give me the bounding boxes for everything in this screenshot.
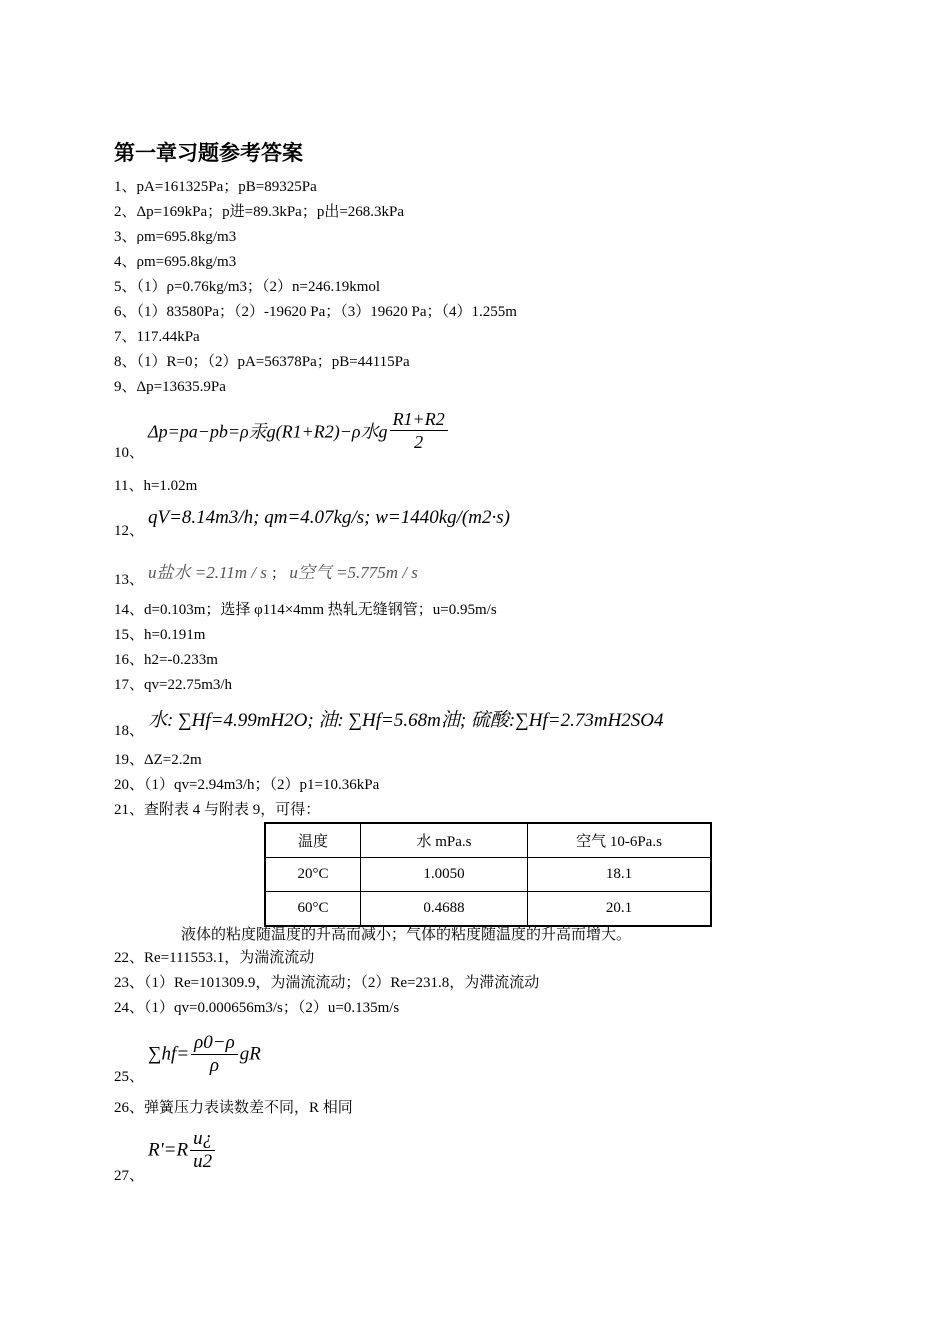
table-cell: 18.1 <box>528 858 712 892</box>
answer-26: 26、弹簧压力表读数差不同，R 相同 <box>114 1100 353 1116</box>
answer-17: 17、qv=22.75m3/h <box>114 677 233 693</box>
answer-14: 14、d=0.103m；选择 φ114×4mm 热轧无缝钢管；u=0.95m/s <box>114 602 497 618</box>
answer-15: 15、h=0.191m <box>114 627 206 643</box>
answer-10-lhs: Δp=pa−pb=ρ汞g(R1+R2)−ρ水g <box>148 421 388 442</box>
answer-16: 16、h2=-0.233m <box>114 652 218 668</box>
answer-10-denominator: 2 <box>414 432 424 452</box>
table-cell: 0.4688 <box>361 892 528 927</box>
answer-10-equation <box>148 408 450 453</box>
answer-22: 22、Re=111553.1，为湍流流动 <box>114 950 315 966</box>
answer-25-lhs: ∑hf= <box>148 1043 190 1065</box>
answer-18-label: 18、 <box>114 723 145 739</box>
header-air: 空气 10-6Pa.s <box>528 823 712 858</box>
answer-12-equation: qV=8.14m3/h; qm=4.07kg/s; w=1440kg/(m2·s) <box>148 507 510 528</box>
answer-27-lhs: R'=R <box>148 1139 189 1161</box>
answer-24: 24、（1）qv=0.000656m3/s；（2）u=0.135m/s <box>114 1000 400 1016</box>
answer-23: 23、（1）Re=101309.9，为湍流流动；（2）Re=231.8，为滞流流动 <box>114 975 540 991</box>
table-row <box>265 892 711 927</box>
table-cell: 1.0050 <box>361 858 528 892</box>
answer-19: 19、ΔZ=2.2m <box>114 752 202 768</box>
answer-13-separator: ； <box>271 567 286 582</box>
answer-2: 2、Δp=169kPa；p进=89.3kPa；p出=268.3kPa <box>114 204 405 220</box>
viscosity-table <box>264 822 712 927</box>
answer-13-label: 13、 <box>114 572 145 588</box>
table-header-row <box>265 823 711 858</box>
answer-27-fraction <box>190 1128 215 1173</box>
answer-25-denominator: ρ <box>209 1055 219 1076</box>
answer-10-numerator: R1+R2 <box>390 408 448 431</box>
answer-13-brine-velocity: u盐水 =2.11m / s <box>148 563 267 582</box>
answer-8: 8、（1）R=0；（2）pA=56378Pa；pB=44115Pa <box>114 354 410 370</box>
header-water: 水 mPa.s <box>361 823 528 858</box>
answer-20: 20、（1）qv=2.94m3/h；（2）p1=10.36kPa <box>114 777 380 793</box>
answer-25-numerator: ρ0−ρ <box>191 1032 238 1055</box>
answer-27-denominator: u2 <box>193 1151 213 1172</box>
answer-25-equation <box>148 1032 261 1077</box>
answer-3: 3、ρm=695.8kg/m3 <box>114 229 237 245</box>
answer-4: 4、ρm=695.8kg/m3 <box>114 254 237 270</box>
answer-10-fraction <box>390 408 448 453</box>
table-row <box>265 858 711 892</box>
answer-13-air-velocity: u空气 =5.775m / s <box>289 563 418 582</box>
answer-27-label: 27、 <box>114 1168 145 1184</box>
answer-13-equation <box>148 558 418 583</box>
answer-21: 21、查附表 4 与附表 9，可得： <box>114 802 321 818</box>
answer-25-fraction <box>191 1032 238 1077</box>
answer-10-label: 10、 <box>114 445 145 461</box>
header-temperature: 温度 <box>265 823 361 858</box>
answer-1: 1、pA=161325Pa；pB=89325Pa <box>114 179 317 195</box>
answer-25-label: 25、 <box>114 1069 145 1085</box>
answer-11: 11、h=1.02m <box>114 478 198 494</box>
table-cell: 60°C <box>265 892 361 927</box>
answer-27-equation <box>148 1128 217 1173</box>
answer-12-label: 12、 <box>114 523 145 539</box>
answer-18-equation: 水: ∑Hf=4.99mH2O; 油: ∑Hf=5.68m油; 硫酸:∑Hf=2.73mH2SO4 <box>148 710 664 731</box>
chapter-title: 第一章习题参考答案 <box>114 141 303 165</box>
answer-7: 7、117.44kPa <box>114 329 200 345</box>
answer-5: 5、（1）ρ=0.76kg/m3；（2）n=246.19kmol <box>114 279 381 295</box>
table-cell: 20°C <box>265 858 361 892</box>
answer-27-numerator: u¿ <box>190 1128 215 1151</box>
answer-25-rhs: gR <box>239 1043 261 1065</box>
answer-21-note: 液体的粘度随温度的升高而减小；气体的粘度随温度的升高而增大。 <box>181 927 632 943</box>
answer-9: 9、Δp=13635.9Pa <box>114 379 226 395</box>
table-cell: 20.1 <box>528 892 712 927</box>
answer-6: 6、（1）83580Pa；（2）-19620 Pa；（3）19620 Pa；（4）1.255m <box>114 304 517 320</box>
